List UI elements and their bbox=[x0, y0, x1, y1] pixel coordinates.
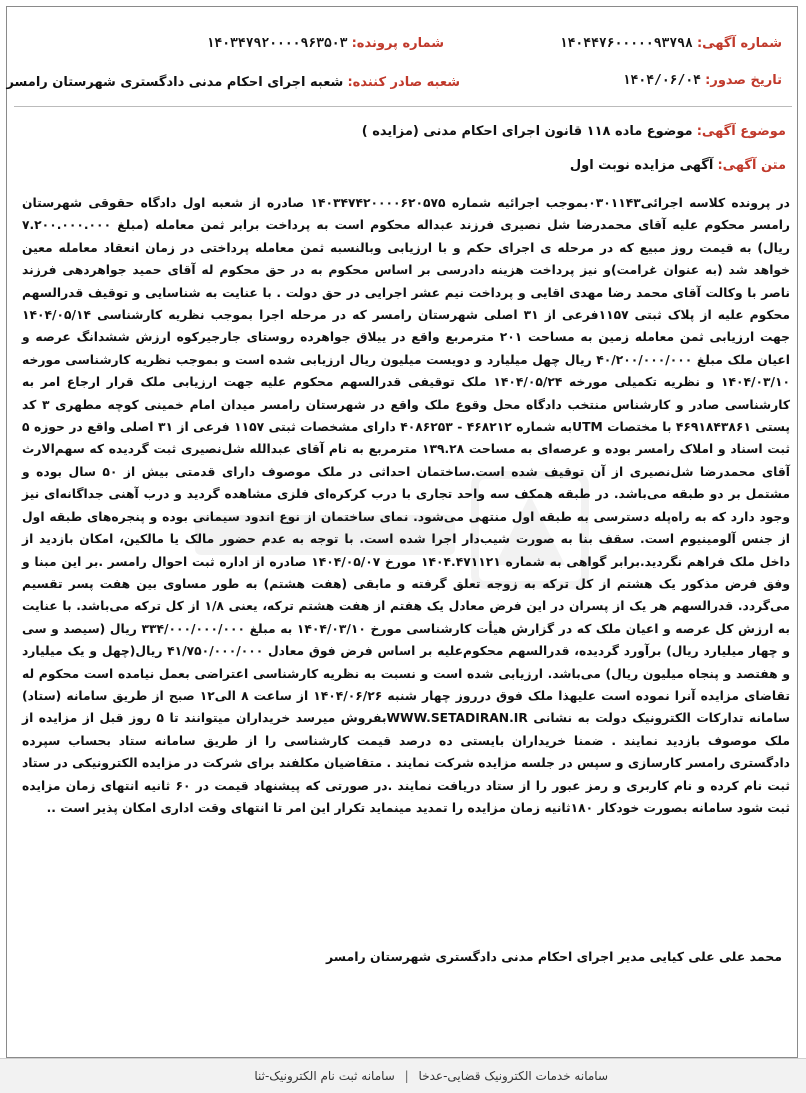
text-label: متن آگهی: bbox=[717, 158, 786, 173]
case-number-label: شماره پرونده: bbox=[351, 36, 444, 51]
case-number-value: ۱۴۰۳۴۷۹۲۰۰۰۰۹۶۳۵۰۳ bbox=[206, 36, 348, 51]
issuer-row bbox=[6, 75, 460, 90]
ad-number-row bbox=[560, 36, 782, 51]
footer-links bbox=[254, 1069, 608, 1083]
subject-value: موضوع ماده ۱۱۸ قانون اجرای احکام مدنی (مزایده ) bbox=[361, 124, 693, 139]
issuer-label: شعبه صادر کننده: bbox=[347, 75, 460, 90]
footer-separator: | bbox=[404, 1069, 409, 1083]
notice-body: در پرونده کلاسه اجرائی۰۳۰۱۱۴۳بموجب اجرائیه شماره ۱۴۰۳۴۷۴۲۰۰۰۰۶۲۰۵۷۵ صادره از شعبه اول دادگاه حقوقی شهرستان رامسر محکوم علیه آقای محمدرضا شل نصیری فرزند عبداله محکوم است به پرداخت برابر ثمن معامله (مبلغ ۷.۲۰۰.۰۰۰.۰۰۰ ریال) به قیمت روز مبیع که در مرحله ی اجرای حکم و با ارزیابی وبالنسبه ثمن معامله پرداختی در زمان انعقاد معامله معین خواهد شد (به عنوان غرامت)و نیز پرداخت هزینه دادرسی بر اساس محکوم به در حق محکوم له آقای حمید جواهردهی فرزند ناصر با وکالت آقای محمد رضا مهدی اقایی و پرداخت نیم عشر اجرایی در حق دولت . با عنایت به شناسایی و توقیف قدرالسهم محکوم علیه از پلاک ثبتی ۱۱۵۷فرعی از ۳۱ اصلی شهرستان رامسر که در مرحله اجرا بموجب نظریه کارشناسی ۱۴۰۴/۰۵/۱۴ جهت ارزیابی ثمن معامله زمین به مساحت ۲۰۱ مترمربع واقع در ییلاق جواهرده روستای جارجیرکوه ارزش ششدانگ عرصه و اعیان ملک مبلغ ۴۰/۲۰۰/۰۰۰/۰۰۰ ریال چهل میلیارد و دویست میلیون ریال ارزیابی شده است و بموجب نظریه کارشناسی مورخه ۱۴۰۴/۰۳/۱۰ و نظریه تکمیلی مورخه ۱۴۰۴/۰۵/۲۴ ملک توقیفی قدرالسهم محکوم علیه جهت ارزیابی ملک قرار ارجاع امر به کارشناسی صادر و کارشناس منتخب دادگاه محل وقوع ملک واقع در شهرستان رامسر میدان امام خمینی کوچه مطهری ۳ کد پستی ۴۶۹۱۸۴۳۸۶۱ با مختصات UTMبه شماره ۴۶۸۲۱۲ - ۴۰۸۶۲۵۳ دارای مشخصات ثبتی ۱۱۵۷ فرعی از ۳۱ اصلی واقع در حوزه ۵ ثبت اسناد و املاک رامسر بوده و عرصه‌ای به مساحت ۱۳۹.۲۸ مترمربع به نام آقای عبدالله شل‌نصیری ثبت گردیده که سهم‌الارث آقای محمدرضا شل‌نصیری از آن توقیف شده است.ساختمان احداثی در ملک موصوف دارای قدمتی بیش از ۵۰ سال بوده و مشتمل بر دو طبقه می‌باشد. در طبقه همکف سه واحد تجاری با درب کرکره‌ای فلزی مشاهده گردید و درب آهنی جداگانه‌ای نیز وجود دارد که به راه‌پله دسترسی به طبقه اول منتهی می‌شود. نمای ساختمان از نوع اندود سیمانی بوده و پنجره‌های طبقه اول از جنس آلومینیوم است. سقف بنا به صورت شیب‌دار اجرا شده است. با توجه به عدم حضور مالک یا مالکین، امکان بازدید از داخل ملک فراهم نگردید.برابر گواهی به شماره ۱۴۰۴.۴۷۱۱۲۱ مورخ ۱۴۰۴/۰۵/۰۷ صادره از اداره ثبت احوال رامسر .بر این مبنا و وفق فرض مذکور یک هشتم از کل ترکه به زوجه تعلق گرفته و مابقی (هفت هشتم) به طور مساوی بین هفت پسر تقسیم می‌گردد. قدرالسهم هر یک از پسران در این فرض معادل یک هفتم از هفت هشتم ترکه، یعنی ۱/۸ از کل ترکه می‌باشد. با عنایت به ارزش کل عرصه و اعیان ملک که در گزارش هیأت کارشناسی مورخ ۱۴۰۴/۰۳/۱۰ به مبلغ ۳۳۴/۰۰۰/۰۰۰/۰۰۰ ریال (سیصد و سی و چهار میلیارد ریال) برآورد گردیده، قدرالسهم محکوم‌علیه بر اساس فرض فوق معادل ۴۱/۷۵۰/۰۰۰/۰۰۰ ریال(چهل و یک میلیارد و هفتصد و پنجاه میلیون ریال) می‌باشد. ارزیابی شده است و نسبت به نظریه کارشناسی اعتراضی بعمل نیامده است محکوم له تقاضای مزایده آنرا نموده است علیهذا ملک فوق درروز چهار شنبه ۱۴۰۴/۰۶/۲۶ از ساعت ۸ الی۱۲ صبح از طریق سامانه (ستاد) سامانه تدارکات الکترونیک دولت به نشانی WWW.SETADIRAN.IRبفروش میرسد خریداران میتوانند تا ۵ روز قبل از مزایده از ملک موصوف بازدید نمایند . ضمنا خریداران بایستی ده درصد قیمت کارشناسی را از طریق سامانه ستاد بحساب سپرده دادگستری رامسر کارسازی و سپس در جلسه مزایده شرکت نمایند . متقاضیان مکلفند برای شرکت در مزایده الکترونیکی در ستاد ثبت نام کرده و نام کاربری و رمز عبور را از ستاد دریافت نمایند .در صورتی که پیشنهاد قیمت در ۶۰ ثانیه انتهای زمان مزایده ثبت شود سامانه بصورت خودکار ۱۸۰ثانیه زمان مزایده را تمدید مینماید تکرار این امر تا انتهای وقت اداری امکان پذیر است .. bbox=[22, 196, 791, 815]
case-number-row bbox=[207, 36, 444, 51]
footer-link-sana[interactable]: سامانه ثبت نام الکترونیک-ثنا bbox=[254, 1069, 395, 1083]
header-divider bbox=[14, 106, 792, 107]
text-title-row bbox=[570, 158, 786, 173]
text-title: آگهی مزایده نوبت اول bbox=[569, 158, 714, 173]
signature-line: محمد علی علی کیایی مدیر اجرای احکام مدنی دادگستری شهرستان رامسر bbox=[325, 949, 782, 964]
issue-date-row bbox=[623, 73, 782, 88]
issuer-value: شعبه اجرای احکام مدنی دادگستری شهرستان رامسر bbox=[6, 75, 344, 90]
ad-number-label: شماره آگهی: bbox=[696, 36, 782, 51]
footer-link-adkha[interactable]: سامانه خدمات الکترونیک قضایی-عدخا bbox=[418, 1069, 608, 1083]
issue-date-label: تاریخ صدور: bbox=[705, 73, 782, 88]
issue-date-value: ۱۴۰۴/۰۶/۰۴ bbox=[622, 73, 701, 88]
footer-bar bbox=[0, 1058, 806, 1093]
subject-row bbox=[362, 124, 786, 139]
ad-number-value: ۱۴۰۴۴۷۶۰۰۰۰۰۹۳۷۹۸ bbox=[559, 36, 693, 51]
subject-label: موضوع آگهی: bbox=[696, 124, 786, 139]
